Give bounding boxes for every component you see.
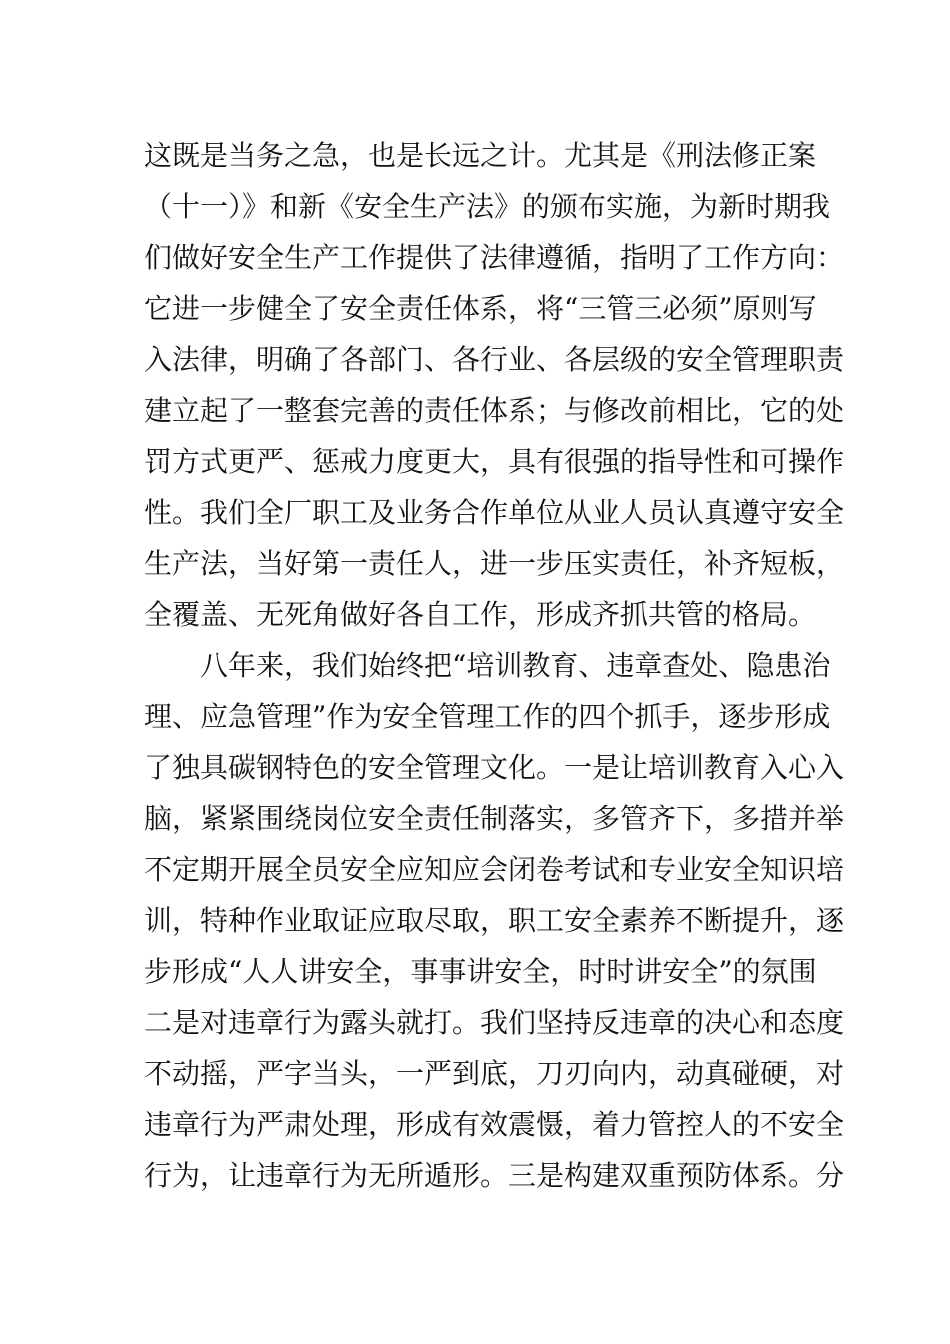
paragraph-1 (144, 130, 845, 640)
line-text: 步形成“人人讲安全，事事讲安全，时时讲安全”的氛围 (144, 955, 817, 988)
text-line (144, 793, 845, 844)
line-text: 行为，让违章行为无所遁形。三是构建双重预防体系。分 (144, 1159, 845, 1192)
text-line (144, 487, 845, 538)
text-line (144, 130, 817, 181)
line-text: 们做好安全生产工作提供了法律遵循，指明了工作方向： (144, 241, 845, 274)
line-text: 二是对违章行为露头就打。我们坚持反违章的决心和态度 (144, 1006, 845, 1039)
line-text: （十一）》和新《安全生产法》的颁布实施，为新时期我 (144, 190, 831, 223)
text-line (144, 283, 817, 334)
line-text: 建立起了一整套完善的责任体系；与修改前相比，它的处 (144, 394, 845, 427)
text-line (144, 334, 845, 385)
text-line (144, 640, 831, 691)
text-line (144, 946, 817, 997)
line-text: 性。我们全厂职工及业务合作单位从业人员认真遵守安全 (144, 496, 845, 529)
text-line (144, 1048, 845, 1099)
line-text: 理、应急管理”作为安全管理工作的四个抓手，逐步形成 (144, 700, 831, 733)
paragraph-2 (144, 640, 845, 1201)
text-line (144, 691, 831, 742)
line-text: 训，特种作业取证应取尽取，职工安全素养不断提升，逐 (144, 904, 845, 937)
line-text: 这既是当务之急，也是长远之计。尤其是《刑法修正案 (144, 139, 817, 172)
text-line (144, 538, 845, 589)
text-line (144, 589, 817, 640)
line-text: 违章行为严肃处理，形成有效震慑，着力管控人的不安全 (144, 1108, 845, 1141)
text-line (144, 385, 845, 436)
text-line (144, 181, 831, 232)
line-text: 脑，紧紧围绕岗位安全责任制落实，多管齐下，多措并举 (144, 802, 845, 835)
text-line (144, 1099, 845, 1150)
line-text: 罚方式更严、惩戒力度更大，具有很强的指导性和可操作 (144, 445, 845, 478)
text-line (144, 436, 845, 487)
line-text: 它进一步健全了安全责任体系，将“三管三必须”原则写 (144, 292, 817, 325)
line-text: 八年来，我们始终把“培训教育、违章查处、隐患治 (200, 649, 831, 682)
text-line (144, 997, 845, 1048)
line-text: 生产法，当好第一责任人，进一步压实责任，补齐短板， (144, 547, 845, 580)
line-text: 入法律，明确了各部门、各行业、各层级的安全管理职责 (144, 343, 845, 376)
text-line (144, 895, 845, 946)
line-text: 全覆盖、无死角做好各自工作，形成齐抓共管的格局。 (144, 598, 817, 631)
text-line (144, 232, 845, 283)
line-text: 不动摇，严字当头，一严到底，刀刃向内，动真碰硬，对 (144, 1057, 845, 1090)
line-text: 不定期开展全员安全应知应会闭卷考试和专业安全知识培 (144, 853, 845, 886)
text-line (144, 844, 845, 895)
text-line (144, 742, 845, 793)
text-line (144, 1150, 845, 1201)
line-text: 了独具碳钢特色的安全管理文化。一是让培训教育入心入 (144, 751, 845, 784)
